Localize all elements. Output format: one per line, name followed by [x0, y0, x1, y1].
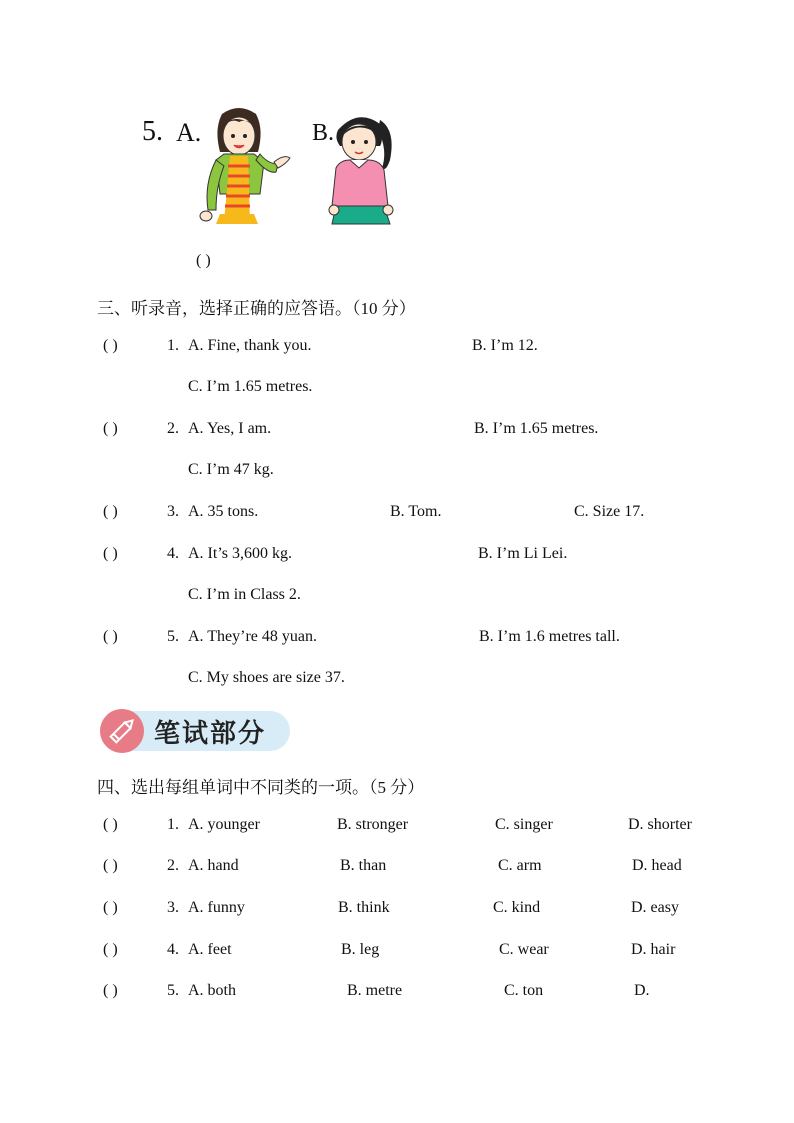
option-b: B. I’m 1.65 metres.: [474, 420, 599, 437]
pencil-badge: [100, 709, 144, 753]
option-c: C. My shoes are size 37.: [188, 669, 345, 686]
option-a: A. hand: [188, 857, 239, 874]
option-a: A. feet: [188, 941, 232, 958]
option-c: C. singer: [495, 816, 553, 833]
option-c: C. kind: [493, 899, 541, 916]
option-c: C. ton: [504, 982, 544, 999]
picture-option-b-label: B.: [312, 120, 335, 146]
question-number: 1.: [167, 337, 179, 354]
option-a: A. Fine, thank you.: [188, 337, 312, 354]
option-a: A. Yes, I am.: [188, 420, 272, 437]
answer-paren[interactable]: ( ): [103, 816, 118, 833]
option-a: A. both: [188, 982, 236, 999]
option-b: B. leg: [341, 941, 380, 958]
option-b: B. I’m 12.: [472, 337, 538, 354]
option-b: B. Tom.: [390, 503, 442, 520]
answer-paren[interactable]: ( ): [103, 337, 118, 354]
option-a: A. younger: [188, 816, 260, 833]
answer-paren[interactable]: ( ): [103, 503, 118, 520]
option-b: B. stronger: [337, 816, 409, 833]
picture-option-a-label: A.: [176, 118, 202, 147]
question-number: 2.: [167, 857, 179, 874]
banner-label: 笔试部分: [154, 719, 267, 749]
section-3-title: 三、听录音，选择正确的应答语。（10 分）: [97, 299, 416, 318]
option-d: D. hair: [631, 941, 676, 958]
option-d: D. easy: [631, 899, 679, 916]
girl-a-illustration: [194, 104, 294, 226]
option-c: C. I’m 1.65 metres.: [188, 378, 313, 395]
picture-question-number: 5.: [142, 116, 163, 147]
option-c: C. arm: [498, 857, 542, 874]
option-a: A. 35 tons.: [188, 503, 259, 520]
answer-paren[interactable]: ( ): [103, 941, 118, 958]
option-a: A. They’re 48 yuan.: [188, 628, 317, 645]
answer-paren[interactable]: ( ): [103, 545, 118, 562]
option-c: C. I’m in Class 2.: [188, 586, 301, 603]
option-d: D. shorter: [628, 816, 692, 833]
option-a: A. It’s 3,600 kg.: [188, 545, 292, 562]
answer-paren[interactable]: ( ): [103, 420, 118, 437]
girl-b-illustration: [330, 110, 398, 226]
question-number: 4.: [167, 545, 179, 562]
pencil-icon: [100, 709, 144, 753]
answer-paren[interactable]: ( ): [103, 899, 118, 916]
section-4-title: 四、选出每组单词中不同类的一项。（5 分）: [97, 778, 425, 797]
option-b: B. think: [338, 899, 390, 916]
answer-paren[interactable]: ( ): [103, 628, 118, 645]
option-b: B. I’m 1.6 metres tall.: [479, 628, 620, 645]
option-d: D.: [634, 982, 650, 999]
picture-answer-paren[interactable]: ( ): [196, 252, 211, 269]
option-c: C. wear: [499, 941, 549, 958]
question-number: 3.: [167, 503, 179, 520]
question-number: 1.: [167, 816, 179, 833]
option-b: B. metre: [347, 982, 403, 999]
answer-paren[interactable]: ( ): [103, 982, 118, 999]
question-number: 3.: [167, 899, 179, 916]
question-number: 2.: [167, 420, 179, 437]
written-section-banner: [100, 709, 292, 753]
option-c: C. I’m 47 kg.: [188, 461, 274, 478]
question-number: 5.: [167, 982, 179, 999]
question-number: 4.: [167, 941, 179, 958]
option-b: B. than: [340, 857, 387, 874]
question-number: 5.: [167, 628, 179, 645]
option-a: A. funny: [188, 899, 245, 916]
option-c: C. Size 17.: [574, 503, 645, 520]
option-d: D. head: [632, 857, 682, 874]
option-b: B. I’m Li Lei.: [478, 545, 568, 562]
answer-paren[interactable]: ( ): [103, 857, 118, 874]
